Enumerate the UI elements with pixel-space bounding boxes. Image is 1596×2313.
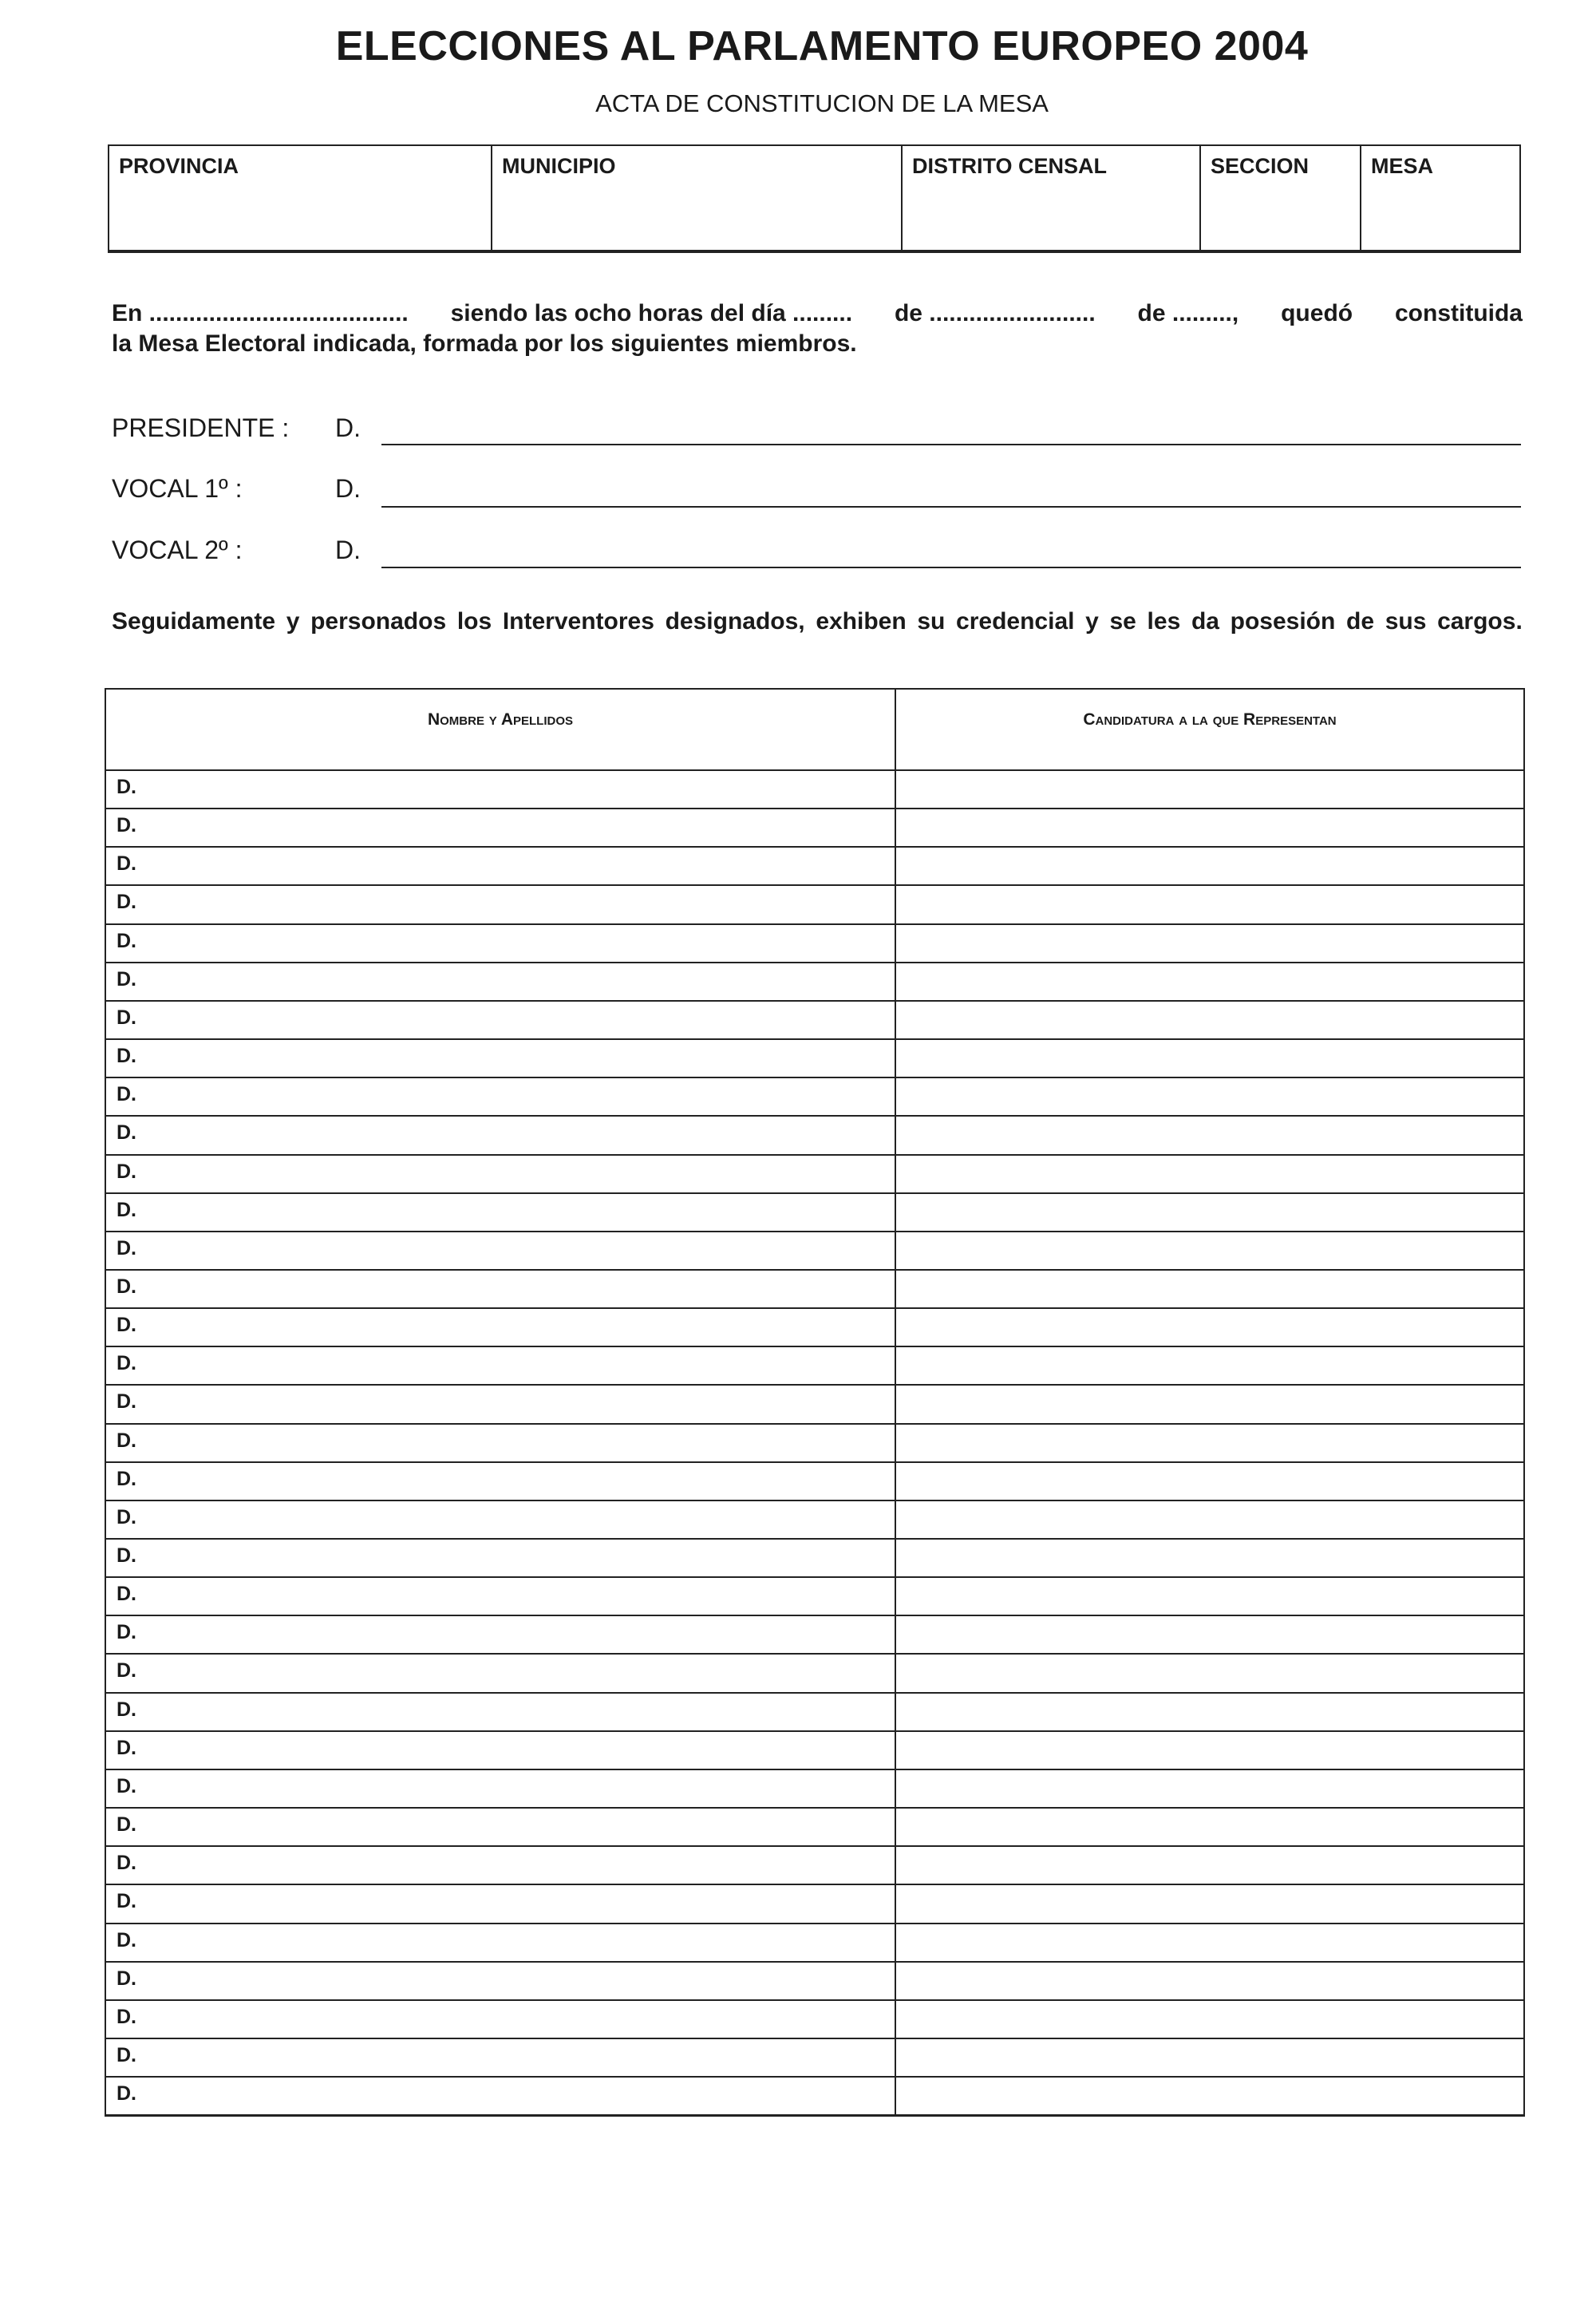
- table-row-prefix: D.: [117, 1737, 136, 1759]
- interventores-word: y: [286, 608, 300, 635]
- table-row-nombre-cell[interactable]: [106, 1002, 895, 1038]
- table-row-nombre-cell[interactable]: [106, 1194, 895, 1231]
- table-row-candidatura-cell[interactable]: [896, 1578, 1523, 1615]
- interventores-word: credencial: [956, 608, 1075, 635]
- table-row-candidatura-cell[interactable]: [896, 1501, 1523, 1538]
- table-row-nombre-cell[interactable]: [106, 886, 895, 923]
- table-row-candidatura-cell[interactable]: [896, 1809, 1523, 1845]
- interventores-word: da: [1191, 608, 1219, 635]
- table-row-nombre-cell[interactable]: [106, 1386, 895, 1422]
- table-row-nombre-cell[interactable]: [106, 1770, 895, 1807]
- table-row-nombre-cell[interactable]: [106, 1309, 895, 1346]
- table-row-prefix: D.: [117, 1083, 136, 1105]
- table-row-candidatura-cell[interactable]: [896, 963, 1523, 1000]
- table-row-candidatura-cell[interactable]: [896, 1117, 1523, 1153]
- table-row-prefix: D.: [117, 1199, 136, 1221]
- table-row-prefix: D.: [117, 968, 136, 990]
- table-row-nombre-cell[interactable]: [106, 1271, 895, 1307]
- table-row-prefix: D.: [117, 852, 136, 875]
- vocal-1-prefix: D.: [335, 474, 361, 503]
- table-row-candidatura-cell[interactable]: [896, 1425, 1523, 1461]
- table-row-candidatura-cell[interactable]: [896, 1386, 1523, 1422]
- constitution-mes: de .........................: [894, 300, 1096, 326]
- table-row-nombre-cell[interactable]: [106, 1540, 895, 1576]
- constitution-line-2: la Mesa Electoral indicada, formada por los siguientes miembros.: [112, 330, 857, 357]
- table-row-nombre-cell[interactable]: [106, 963, 895, 1000]
- constitution-constituida: constituida: [1394, 300, 1523, 326]
- table-row-candidatura-cell[interactable]: [896, 2078, 1523, 2114]
- table-row-candidatura-cell[interactable]: [896, 1347, 1523, 1384]
- mesa-label: MESA: [1371, 154, 1434, 178]
- table-row-prefix: D.: [117, 1544, 136, 1567]
- table-row-candidatura-cell[interactable]: [896, 1694, 1523, 1730]
- table-row-nombre-cell[interactable]: [106, 1616, 895, 1653]
- column-header-nombre: Nombre y Apellidos: [427, 710, 574, 729]
- table-row-candidatura-cell[interactable]: [896, 1963, 1523, 1999]
- table-row-prefix: D.: [117, 1121, 136, 1144]
- table-row-line: [106, 2114, 1523, 2116]
- interventores-word: de: [1346, 608, 1375, 635]
- table-row-nombre-cell[interactable]: [106, 1117, 895, 1153]
- table-row-prefix: D.: [117, 1275, 136, 1298]
- mesa-field[interactable]: [1360, 146, 1523, 250]
- table-row-candidatura-cell[interactable]: [896, 1271, 1523, 1307]
- table-row-prefix: D.: [117, 2006, 136, 2028]
- table-row-nombre-cell[interactable]: [106, 1040, 895, 1077]
- table-row-prefix: D.: [117, 2082, 136, 2105]
- table-row-candidatura-cell[interactable]: [896, 2039, 1523, 2076]
- vocal-2-prefix: D.: [335, 536, 361, 564]
- document-subtitle: ACTA DE CONSTITUCION DE LA MESA: [595, 89, 1049, 117]
- seccion-label: SECCION: [1211, 154, 1310, 178]
- table-row-candidatura-cell[interactable]: [896, 1002, 1523, 1038]
- table-row-nombre-cell[interactable]: [106, 2001, 895, 2038]
- interventores-word: y: [1085, 608, 1099, 635]
- table-row-nombre-cell[interactable]: [106, 1232, 895, 1269]
- table-row-candidatura-cell[interactable]: [896, 1770, 1523, 1807]
- table-row-candidatura-cell[interactable]: [896, 1885, 1523, 1922]
- interventores-word: exhiben: [816, 608, 907, 635]
- table-row-prefix: D.: [117, 1314, 136, 1336]
- vocal-2-name-line[interactable]: [381, 567, 1521, 568]
- interventores-word: Interventores: [502, 608, 654, 635]
- table-row-prefix: D.: [117, 1967, 136, 1990]
- table-row-nombre-cell[interactable]: [106, 1655, 895, 1691]
- interventores-word: Seguidamente: [112, 608, 276, 635]
- table-row-candidatura-cell[interactable]: [896, 1078, 1523, 1115]
- table-row-nombre-cell[interactable]: [106, 848, 895, 884]
- table-row-prefix: D.: [117, 1352, 136, 1374]
- table-row-prefix: D.: [117, 1813, 136, 1836]
- table-row-candidatura-cell[interactable]: [896, 1463, 1523, 1500]
- table-row-candidatura-cell[interactable]: [896, 771, 1523, 808]
- municipio-label: MUNICIPIO: [502, 154, 616, 178]
- table-row-prefix: D.: [117, 1506, 136, 1528]
- vocal-2-label: VOCAL 2º :: [112, 536, 243, 564]
- table-row-nombre-cell[interactable]: [106, 1732, 895, 1769]
- table-row-nombre-cell[interactable]: [106, 1156, 895, 1192]
- table-row-nombre-cell[interactable]: [106, 1924, 895, 1961]
- table-row-prefix: D.: [117, 930, 136, 952]
- table-row-prefix: D.: [117, 1468, 136, 1490]
- table-row-prefix: D.: [117, 2044, 136, 2066]
- table-row-candidatura-cell[interactable]: [896, 1732, 1523, 1769]
- table-row-prefix: D.: [117, 1045, 136, 1067]
- table-row-prefix: D.: [117, 891, 136, 913]
- interventores-word: posesión: [1230, 608, 1336, 635]
- presidente-label: PRESIDENTE :: [112, 413, 290, 442]
- interventores-word: personados: [310, 608, 447, 635]
- table-row-nombre-cell[interactable]: [106, 1809, 895, 1845]
- table-row-candidatura-cell[interactable]: [896, 1847, 1523, 1884]
- table-row-nombre-cell[interactable]: [106, 809, 895, 846]
- table-row-candidatura-cell[interactable]: [896, 925, 1523, 962]
- table-row-prefix: D.: [117, 1929, 136, 1951]
- table-row-nombre-cell[interactable]: [106, 1847, 895, 1884]
- interventores-word: cargos.: [1437, 608, 1523, 635]
- table-row-prefix: D.: [117, 1621, 136, 1643]
- vocal-1-name-line[interactable]: [381, 506, 1521, 508]
- table-row-nombre-cell[interactable]: [106, 1078, 895, 1115]
- table-row-nombre-cell[interactable]: [106, 1463, 895, 1500]
- table-row-candidatura-cell[interactable]: [896, 886, 1523, 923]
- table-row-nombre-cell[interactable]: [106, 1963, 895, 1999]
- table-row-prefix: D.: [117, 1852, 136, 1874]
- table-row-nombre-cell[interactable]: [106, 925, 895, 962]
- table-row-candidatura-cell[interactable]: [896, 1040, 1523, 1077]
- table-row-candidatura-cell[interactable]: [896, 1924, 1523, 1961]
- table-row-prefix: D.: [117, 1160, 136, 1183]
- table-row-prefix: D.: [117, 1006, 136, 1029]
- table-row-prefix: D.: [117, 1237, 136, 1259]
- table-row-nombre-cell[interactable]: [106, 2039, 895, 2076]
- interventores-word: les: [1147, 608, 1181, 635]
- table-row-candidatura-cell[interactable]: [896, 1156, 1523, 1192]
- table-row-candidatura-cell[interactable]: [896, 809, 1523, 846]
- distrito-censal-label: DISTRITO CENSAL: [912, 154, 1108, 178]
- interventores-statement: [112, 608, 1523, 635]
- constitution-line-1: [112, 300, 1523, 327]
- table-row-candidatura-cell[interactable]: [896, 1540, 1523, 1576]
- presidente-name-line[interactable]: [381, 444, 1521, 445]
- table-row-candidatura-cell[interactable]: [896, 1194, 1523, 1231]
- provincia-label: PROVINCIA: [119, 154, 239, 178]
- table-row-prefix: D.: [117, 776, 136, 798]
- document-title: ELECCIONES AL PARLAMENTO EUROPEO 2004: [335, 23, 1309, 69]
- seccion-field[interactable]: [1199, 146, 1360, 250]
- table-row-nombre-cell[interactable]: [106, 771, 895, 808]
- table-row-prefix: D.: [117, 1698, 136, 1721]
- table-row-nombre-cell[interactable]: [106, 2078, 895, 2114]
- table-row-candidatura-cell[interactable]: [896, 1655, 1523, 1691]
- table-row-candidatura-cell[interactable]: [896, 2001, 1523, 2038]
- constitution-quedo: quedó: [1281, 300, 1353, 326]
- provincia-field[interactable]: [109, 146, 491, 250]
- interventores-word: su: [917, 608, 946, 635]
- interventores-word: sus: [1385, 608, 1427, 635]
- interventores-word: se: [1109, 608, 1136, 635]
- table-row-nombre-cell[interactable]: [106, 1694, 895, 1730]
- distrito-censal-field[interactable]: [901, 146, 1199, 250]
- table-row-nombre-cell[interactable]: [106, 1885, 895, 1922]
- municipio-field[interactable]: [491, 146, 901, 250]
- table-row-candidatura-cell[interactable]: [896, 848, 1523, 884]
- table-row-prefix: D.: [117, 1659, 136, 1682]
- table-row-prefix: D.: [117, 1775, 136, 1797]
- table-row-nombre-cell[interactable]: [106, 1501, 895, 1538]
- table-row-nombre-cell[interactable]: [106, 1347, 895, 1384]
- table-row-candidatura-cell[interactable]: [896, 1616, 1523, 1653]
- constitution-en: En .......................................: [112, 300, 409, 326]
- column-header-candidatura: Candidatura a la que Representan: [1083, 710, 1337, 729]
- table-row-nombre-cell[interactable]: [106, 1578, 895, 1615]
- constitution-anio: de .........,: [1137, 300, 1239, 326]
- constitution-hora: siendo las ocho horas del día .........: [450, 300, 853, 326]
- location-box: [108, 144, 1521, 253]
- table-row-prefix: D.: [117, 1390, 136, 1413]
- table-row-prefix: D.: [117, 1890, 136, 1912]
- presidente-prefix: D.: [335, 413, 361, 442]
- table-row-prefix: D.: [117, 1583, 136, 1605]
- table-row-prefix: D.: [117, 814, 136, 836]
- table-row-prefix: D.: [117, 1429, 136, 1452]
- interventores-word: designados,: [665, 608, 805, 635]
- table-row-candidatura-cell[interactable]: [896, 1232, 1523, 1269]
- table-row-nombre-cell[interactable]: [106, 1425, 895, 1461]
- table-row-candidatura-cell[interactable]: [896, 1309, 1523, 1346]
- interventores-word: los: [456, 608, 492, 635]
- vocal-1-label: VOCAL 1º :: [112, 474, 243, 503]
